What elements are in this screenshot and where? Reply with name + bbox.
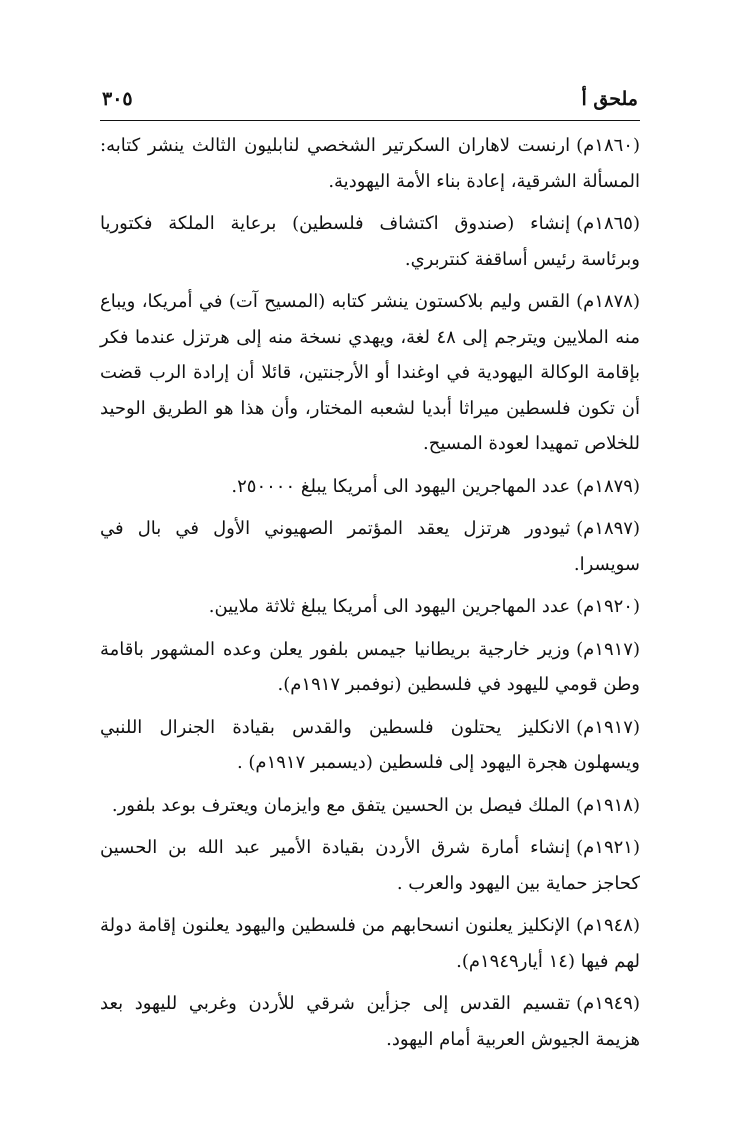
entry-text: الإنكليز يعلنون انسحابهم من فلسطين واليهود يعلنون إقامة دولة لهم فيها (١٤ أيار١٩٤٩م). [100,915,640,972]
entry-year: (١٩٤٨م) [576,915,640,936]
timeline-entry [100,908,640,979]
timeline-entry [100,128,640,199]
timeline-entry [100,206,640,277]
entry-text: القس وليم بلاكستون ينشر كتابه (المسيح آت) في أمريكا، ويباع منه الملايين ويترجم إلى ٤٨ لغة، ويهدي نسخة منه إلى هرتزل عندما فكر بإقامة الوكالة اليهودية في اوغندا أو الأرجنتين، قائلا أن إرادة الرب قضت أن تكون فلسطين ميراثا أبديا لشعبه المختار، وأن هذا هو الطريق الوحيد للخلاص تمهيدا لعودة المسيح. [100,291,641,454]
timeline-body [100,128,640,1064]
header-divider [100,120,640,121]
entry-year: (١٩٤٩م) [576,993,640,1014]
timeline-entry [100,710,640,781]
timeline-entry [100,284,640,462]
timeline-entry [100,469,640,505]
entry-year: (١٨٧٩م) [576,475,640,497]
entry-year: (١٨٩٧م) [576,518,640,539]
timeline-entry [100,788,640,824]
timeline-entry [100,511,640,582]
entry-text: عدد المهاجرين اليهود الى أمريكا يبلغ ثلاثة ملايين. [208,596,571,617]
entry-year: (١٨٧٨م) [576,291,640,312]
entry-text: وزير خارجية بريطانيا جيمس بلفور يعلن وعده المشهور باقامة وطن قومي لليهود في فلسطين (نوفمبر ١٩١٧م). [100,638,640,695]
entry-year: (١٩١٧م) [576,716,640,738]
timeline-entry [100,986,640,1057]
entry-year: (١٨٦٥م) [576,213,640,234]
entry-text: تقسيم القدس إلى جزأين شرقي للأردن وغربي لليهود بعد هزيمة الجيوش العربية أمام اليهود. [100,993,640,1050]
entry-year: (١٩١٧م) [576,638,640,660]
running-title: ملحق أ [581,88,638,110]
entry-year: (١٩٢٠م) [576,596,640,617]
entry-text: ثيودور هرتزل يعقد المؤتمر الصهيوني الأول في بال في سويسرا. [100,518,640,575]
entry-text: الانكليز يحتلون فلسطين والقدس بقيادة الجنرال اللنبي ويسهلون هجرة اليهود إلى فلسطين (ديسمبر ١٩١٧م) . [100,716,640,773]
timeline-entry [100,589,640,625]
entry-text: ارنست لاهاران السكرتير الشخصي لنابليون الثالث ينشر كتابه: المسألة الشرقية، إعادة بناء الأمة اليهودية. [100,135,640,192]
entry-year: (١٩١٨م) [576,794,640,816]
timeline-entry [100,830,640,901]
entry-text: عدد المهاجرين اليهود الى أمريكا يبلغ ٢٥٠٠٠٠. [231,475,571,497]
entry-text: إنشاء أمارة شرق الأردن بقيادة الأمير عبد الله بن الحسين كحاجز حماية بين اليهود والعرب . [100,837,640,894]
page-number: ٣٠٥ [102,88,133,110]
book-page [100,0,640,1121]
entry-text: إنشاء (صندوق اكتشاف فلسطين) برعاية الملكة فكتوريا وبرئاسة رئيس أساقفة كنتربري. [100,213,640,270]
entry-text: الملك فيصل بن الحسين يتفق مع وايزمان ويعترف بوعد بلفور. [111,794,571,816]
timeline-entry [100,632,640,703]
entry-year: (١٩٢١م) [576,837,640,858]
entry-year: (١٨٦٠م) [576,135,640,156]
page-header [100,82,640,118]
